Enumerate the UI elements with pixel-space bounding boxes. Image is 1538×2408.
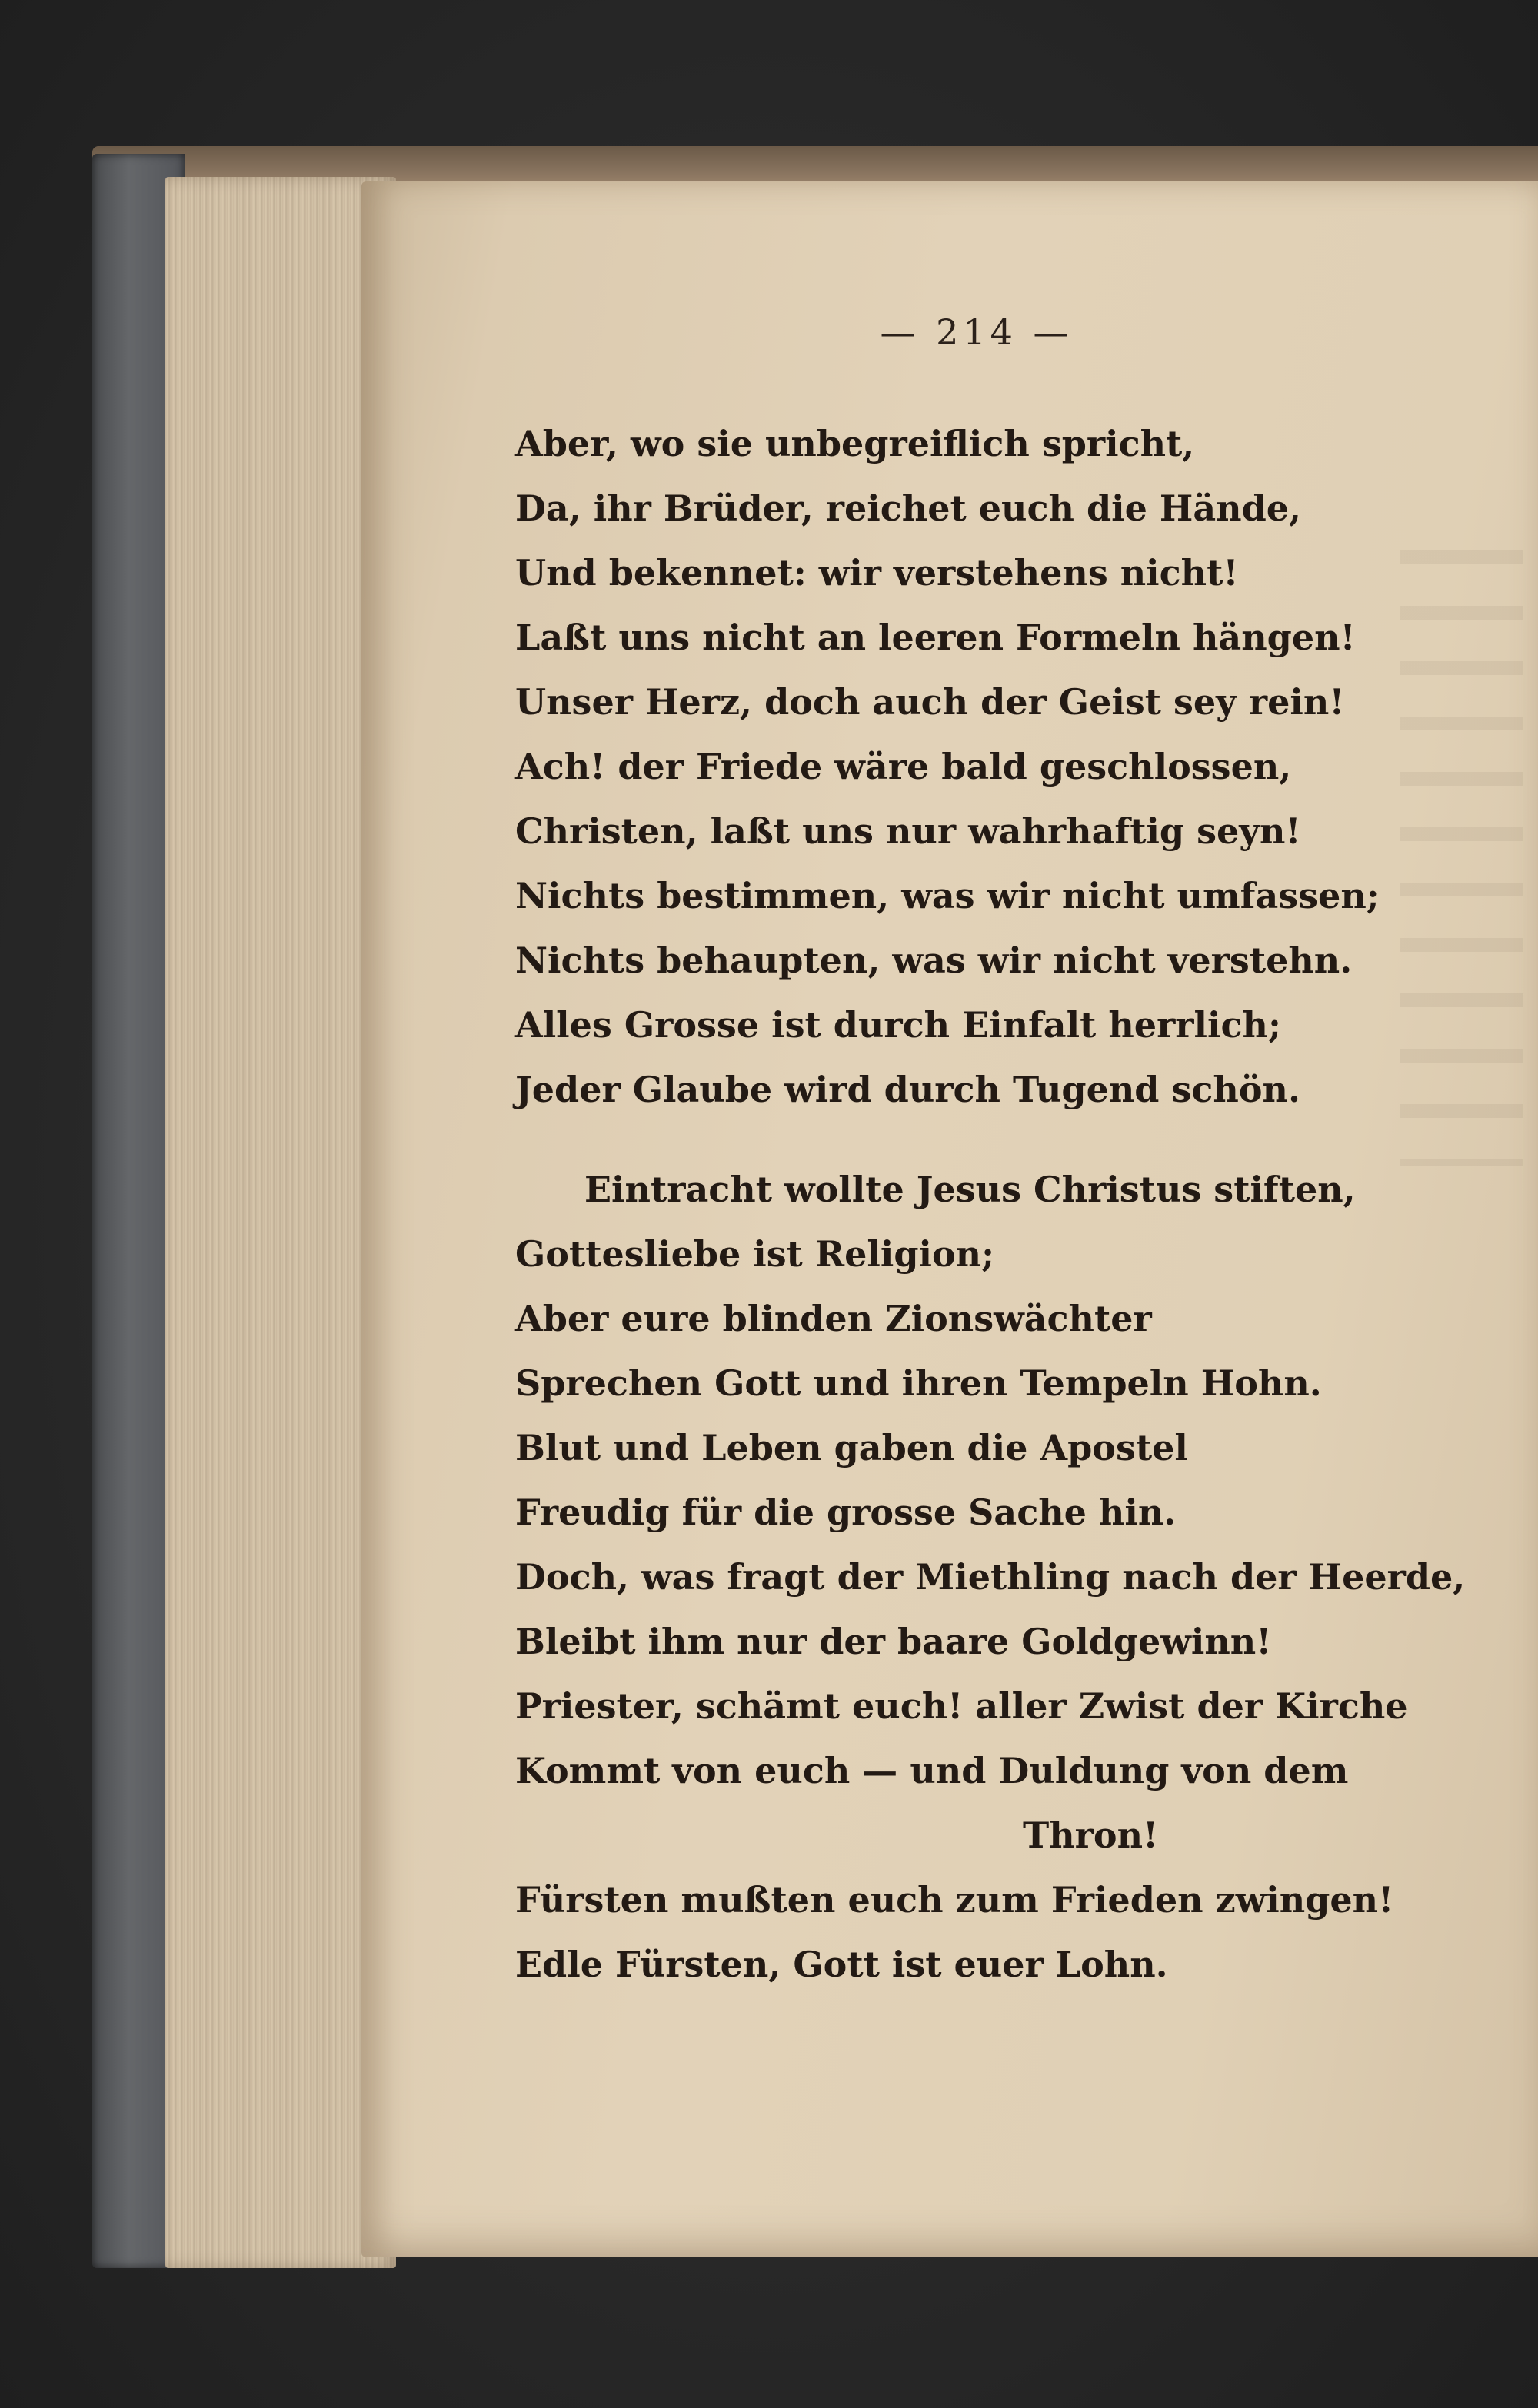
verse-line: Aber, wo sie unbegreiflich spricht, xyxy=(515,423,1195,464)
verse-line: Kommt von euch — und Duldung von dem xyxy=(515,1750,1349,1791)
page-number: — 214 — xyxy=(880,311,1074,353)
verse-line: Nichts bestimmen, was wir nicht umfassen; xyxy=(515,875,1380,916)
verse-line: Da, ihr Brüder, reichet euch die Hände, xyxy=(515,487,1302,529)
verse-line: Jeder Glaube wird durch Tugend schön. xyxy=(515,1069,1300,1110)
verse-line: Sprechen Gott und ihren Tempeln Hohn. xyxy=(515,1362,1322,1404)
verse-line: Alles Grosse ist durch Einfalt herrlich; xyxy=(515,1004,1281,1046)
stanza-2 xyxy=(515,1157,1469,1997)
verse-line: Eintracht wollte Jesus Christus stiften, xyxy=(584,1169,1356,1210)
verse-line: Fürsten mußten euch zum Frieden zwingen! xyxy=(515,1879,1394,1921)
verse-line: Edle Fürsten, Gott ist euer Lohn. xyxy=(515,1944,1168,1985)
verse-line: Und bekennet: wir verstehens nicht! xyxy=(515,552,1239,594)
verse-line: Bleibt ihm nur der baare Goldgewinn! xyxy=(515,1621,1272,1662)
verse-line: Doch, was fragt der Miethling nach der Heerde, xyxy=(515,1556,1466,1598)
verse-line: Christen, laßt uns nur wahrhaftig seyn! xyxy=(515,810,1301,852)
verse-line: Unser Herz, doch auch der Geist sey rein! xyxy=(515,681,1345,723)
verse-line-continuation: Thron! xyxy=(1023,1814,1159,1856)
verse-line: Blut und Leben gaben die Apostel xyxy=(515,1427,1188,1468)
verse-line: Freudig für die grosse Sache hin. xyxy=(515,1492,1177,1533)
verse-line: Ach! der Friede wäre bald geschlossen, xyxy=(515,746,1292,787)
verse-line: Priester, schämt euch! aller Zwist der Kirche xyxy=(515,1685,1408,1727)
verse-line: Nichts behaupten, was wir nicht verstehn. xyxy=(515,940,1353,981)
verse-line: Aber eure blinden Zionswächter xyxy=(515,1298,1152,1339)
stanza-1 xyxy=(515,411,1469,1122)
verse-line: Laßt uns nicht an leeren Formeln hängen! xyxy=(515,617,1356,658)
verse-line: Gottesliebe ist Religion; xyxy=(515,1233,995,1275)
